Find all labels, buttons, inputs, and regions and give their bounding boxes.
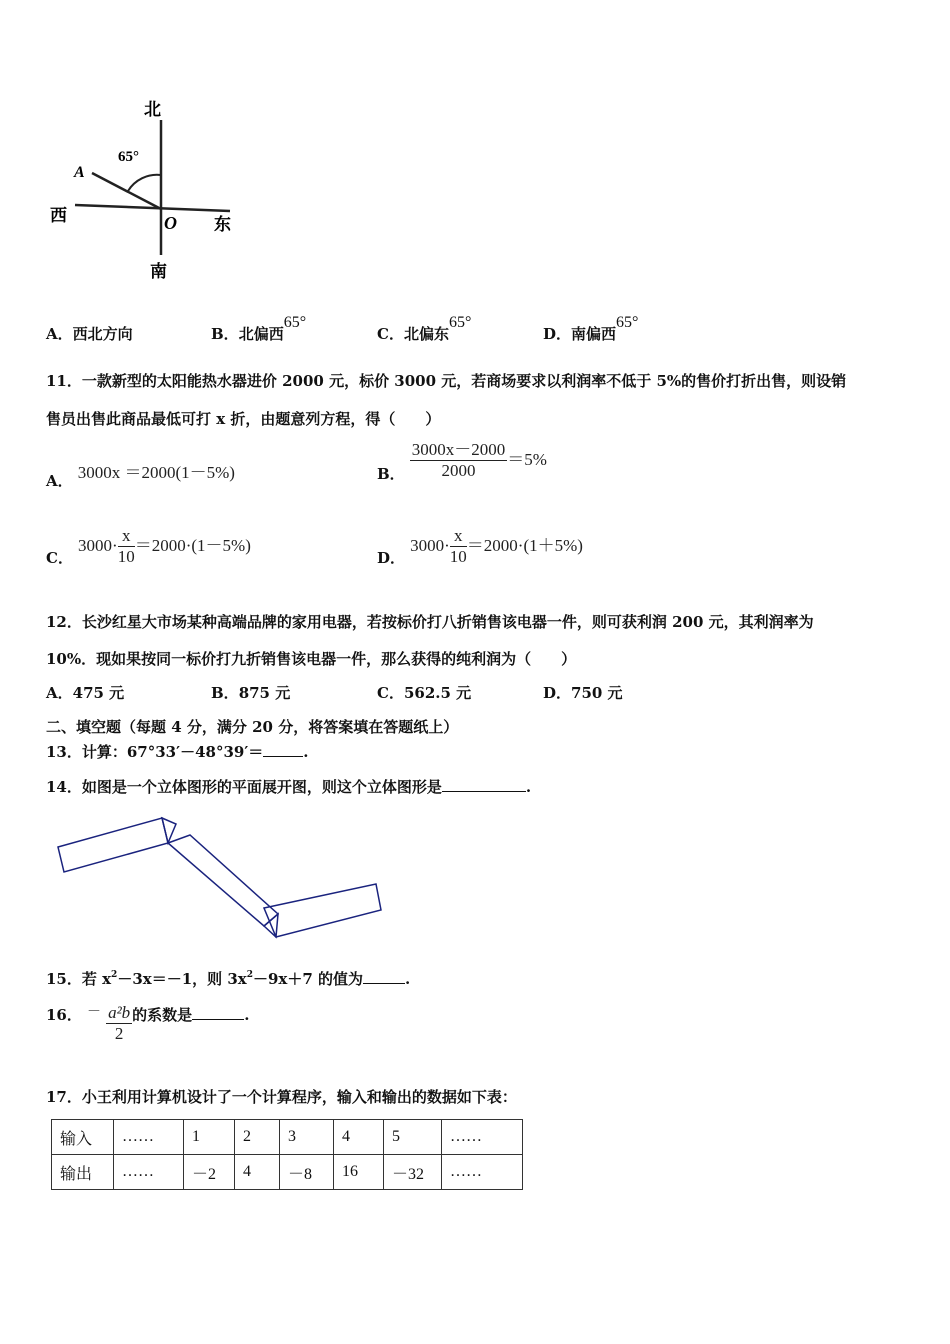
point-a-label: A [74,164,85,181]
table-cell: …… [114,1120,184,1155]
south-label: 南 [150,262,167,282]
table-cell: …… [442,1155,523,1190]
table-cell: 16 [334,1155,384,1190]
io-table [51,1119,523,1190]
net-rect-left [58,818,168,872]
q11-stem-line1: 11．一款新型的太阳能热水器进价 2000 元，标价 3000 元，若商场要求以利润率不低于 5%的售价打折出售，则设销 [46,372,847,390]
q11-option-d: D． 3000· $\frac{x}{10}$ ＝2000·(1＋5%) [377,526,583,567]
q14: 14．如图是一个立体图形的平面展开图，则这个立体图形是 . [46,778,532,796]
q11-c-fraction: $\frac{x}{10}$ [117,526,135,566]
table-cell: 4 [334,1120,384,1155]
net-cap-top [162,818,176,843]
q11-option-a: A． 3000x ＝2000(1－5%) [46,463,235,490]
table-cell: …… [442,1120,523,1155]
compass-figure [40,95,260,285]
north-label: 北 [144,100,161,120]
section-heading-fill-in: 二、填空题（每题 4 分，满分 20 分，将答案填在答题纸上） [46,718,459,736]
table-cell: 3 [280,1120,334,1155]
table-cell: 1 [184,1120,235,1155]
west-label: 西 [50,206,67,226]
q12-option-d: D．750 元 [543,684,623,702]
q12-option-b: B．875 元 [211,684,291,702]
q11-option-c: C． 3000· $\frac{x}{10}$ ＝2000·(1－5%) [46,526,251,567]
table-cell: 输出 [52,1155,114,1190]
q12-stem-line1: 12．长沙红星大市场某种高端品牌的家用电器，若按标价打八折销售该电器一件，则可获利润 200 元，其利润率为 [46,613,814,631]
east-label: 东 [214,215,231,235]
table-cell: …… [114,1155,184,1190]
q13-answer-blank[interactable] [263,742,303,757]
net-rect-middle [168,835,278,926]
table-cell: 2 [235,1120,280,1155]
q10-option-b: B．北偏西65° [211,314,307,343]
table-cell: 4 [235,1155,280,1190]
q10-option-c: C．北偏东65° [377,314,472,343]
q15: 15．若 $x^2-3x=-1$，则 $3x^2-9x+7$ 的值为 . [46,970,411,988]
q16-answer-blank[interactable] [192,1005,244,1020]
q11-b-fraction: $\frac{3000x-2000}{2000}$ [411,440,506,480]
table-cell: 输入 [52,1120,114,1155]
q12-option-c: C．562.5 元 [377,684,472,702]
table-row [52,1155,523,1190]
table-cell: －8 [280,1155,334,1190]
table-cell: －2 [184,1155,235,1190]
table-row [52,1120,523,1155]
ray-oa [92,173,161,209]
q10-option-d: D．南偏西65° [543,314,639,343]
origin-label: O [164,213,177,233]
q13: 13．计算：67°33′－48°39′＝ . [46,743,309,761]
q11-d-fraction: $\frac{x}{10}$ [449,526,467,566]
q16: 16． － $\frac{\text{a²b}}{2}$ 的系数是 . [46,1003,250,1043]
q11-option-b: B． $\frac{3000x-2000}{2000}$ ＝5% [377,440,547,483]
q17-stem: 17．小王利用计算机设计了一个计算程序，输入和输出的数据如下表： [46,1088,517,1106]
angle-arc [128,175,161,191]
table-cell: －32 [384,1155,442,1190]
q12-option-a: A．475 元 [46,684,125,702]
q16-fraction: $\frac{\text{a²b}}{2}$ [108,1003,131,1043]
net-rect-right [264,884,381,937]
q14-answer-blank[interactable] [442,777,526,792]
q15-answer-blank[interactable] [363,969,405,984]
table-cell: 5 [384,1120,442,1155]
q10-option-a: A．西北方向 [46,325,133,343]
angle-label: 65° [118,149,139,165]
q12-stem-line2: 10%．现如果按同一标价打九折销售该电器一件，那么获得的纯利润为（ ） [46,650,577,668]
net-figure [50,810,390,945]
q11-stem-line2: 售员出售此商品最低可打 x 折，由题意列方程，得（ ） [46,410,441,428]
